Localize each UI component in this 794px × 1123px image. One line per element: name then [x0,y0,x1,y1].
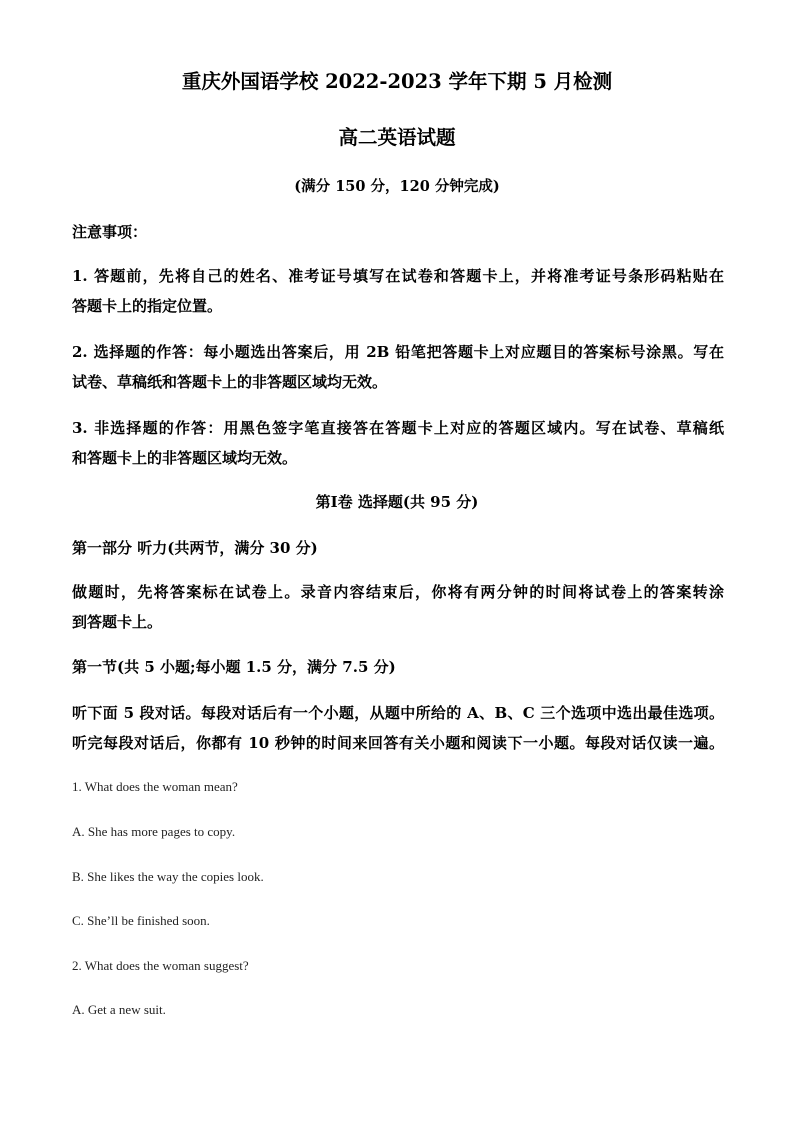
notice-heading: 注意事项： [72,223,148,241]
question-2-stem: 2. What does the woman suggest? [72,958,249,973]
score-time-note: (满分 150 分，120 分钟完成) [294,178,500,195]
notice-item-1-line-2: 答题卡上的指定位置。 [72,297,223,315]
question-1-stem: 1. What does the woman mean? [72,779,238,794]
exam-subtitle: 高二英语试题 [338,126,456,149]
section-1-instruction-line-2: 听完每段对话后，你都有 10 秒钟的时间来回答有关小题和阅读下一小题。每段对话仅读一遍。 [72,734,724,752]
notice-item-2-line-2: 试卷、草稿纸和答题卡上的非答题区域均无效。 [72,373,388,391]
question-1-option-c: C. She’ll be finished soon. [72,913,210,928]
question-1-option-b: B. She likes the way the copies look. [72,869,264,884]
part-1-heading: 第一部分 听力(共两节，满分 30 分) [72,539,318,557]
notice-item-2-line-1: 2. 选择题的作答：每小题选出答案后，用 2B 铅笔把答题卡上对应题目的答案标号涂黑。写在 [72,343,724,361]
notice-item-3-line-1: 3. 非选择题的作答：用黑色签字笔直接答在答题卡上对应的答题区域内。写在试卷、草稿纸 [72,419,724,437]
notice-item-3-line-2: 和答题卡上的非答题区域均无效。 [72,449,298,467]
part-1-instruction-line-2: 到答题卡上。 [72,613,163,631]
volume-1-heading: 第Ⅰ卷 选择题(共 95 分) [315,493,479,511]
question-1-option-a: A. She has more pages to copy. [72,824,236,839]
notice-item-1-line-1: 1. 答题前，先将自己的姓名、准考证号填写在试卷和答题卡上，并将准考证号条形码粘贴在 [72,267,724,285]
section-1-instruction-line-1: 听下面 5 段对话。每段对话后有一个小题，从题中所给的 A、B、C 三个选项中选出最佳选项。 [72,704,724,722]
section-1-heading: 第一节(共 5 小题;每小题 1.5 分，满分 7.5 分) [72,658,396,676]
part-1-instruction-line-1: 做题时，先将答案标在试卷上。录音内容结束后，你将有两分钟的时间将试卷上的答案转涂 [72,583,724,601]
question-2-option-a: A. Get a new suit. [72,1002,166,1017]
exam-title: 重庆外国语学校 2022-2023 学年下期 5 月检测 [181,70,613,93]
